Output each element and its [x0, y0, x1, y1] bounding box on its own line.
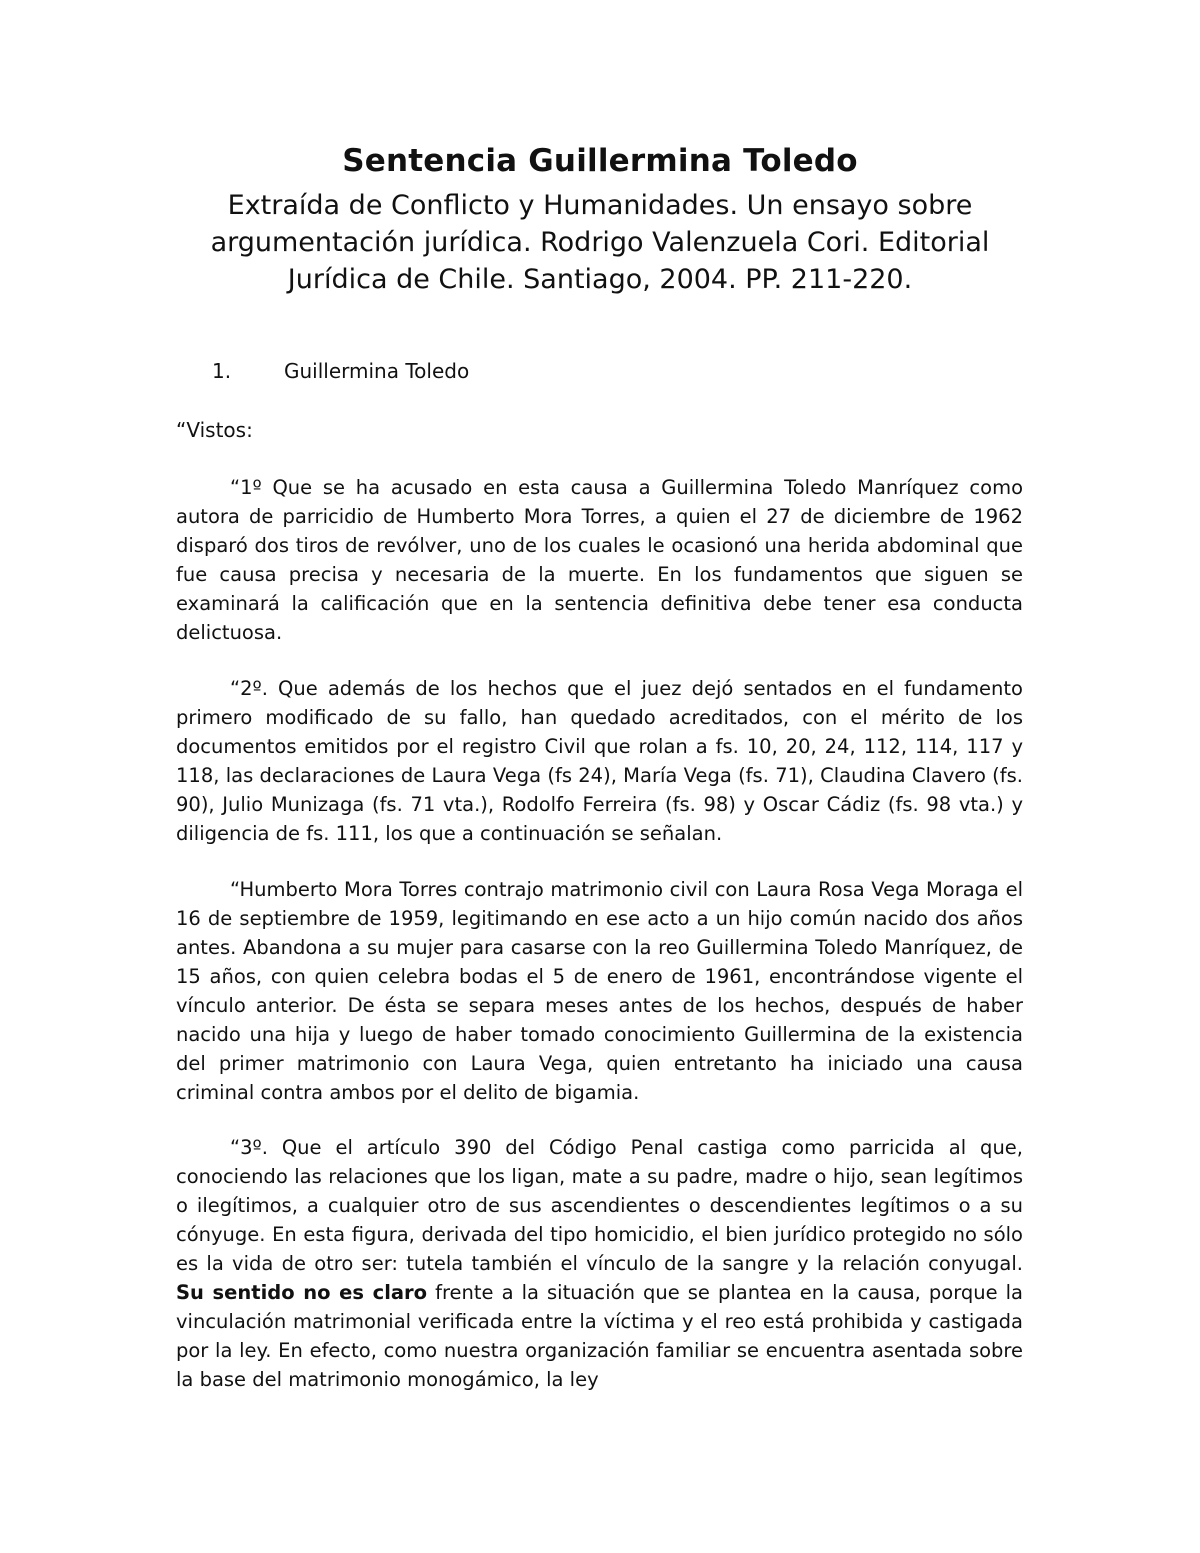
- vistos-heading: “Vistos:: [176, 418, 253, 442]
- paragraph-4-text: “3º. Que el artículo 390 del Código Penal castiga como parricida al que, conociendo las relaciones que los ligan, mate a su padre, madre o hijo, sean legítimos o ilegítimos, a cualquier otro de sus ascendientes o descendientes legítimos o a su cónyuge. En esta figura, derivada del tipo homicidio, el bien jurídico protegido no sólo es la vida de otro ser: tutela también el vínculo de la sangre y la relación conyugal.: [176, 1136, 1023, 1275]
- subtitle-line: Extraída de Conflicto y Humanidades. Un ensayo sobre: [227, 190, 973, 221]
- document-subtitle: [160, 187, 1040, 298]
- paragraph-4-text-continued: frente a la situación que se plantea en la causa, porque la vinculación matrimonial verificada entre la víctima y el reo está prohibida y castigada por la ley. En efecto, como nuestra organización familiar se encuentra asentada sobre la base del matrimonio monogámico, la ley: [176, 1281, 1024, 1391]
- paragraph-4-bold-text: Su sentido no es claro: [176, 1281, 428, 1304]
- section-number: 1.: [212, 359, 232, 383]
- paragraph-2: “2º. Que además de los hechos que el juez dejó sentados en el fundamento primero modificado de su fallo, han quedado acreditados, con el mérito de los documentos emitidos por el registro Civil que rolan a fs. 10, 20, 24, 112, 114, 117 y 118, las declaraciones de Laura Vega (fs 24), María Vega (fs. 71), Claudina Clavero (fs. 90), Julio Munizaga (fs. 71 vta.), Rodolfo Ferreira (fs. 98) y Oscar Cádiz (fs. 98 vta.) y diligencia de fs. 111, los que a continuación se señalan.: [176, 677, 1023, 845]
- paragraph-3: “Humberto Mora Torres contrajo matrimonio civil con Laura Rosa Vega Moraga el 16 de septiembre de 1959, legitimando en ese acto a un hijo común nacido dos años antes. Abandona a su mujer para casarse con la reo Guillermina Toledo Manríquez, de 15 años, con quien celebra bodas el 5 de enero de 1961, encontrándose vigente el vínculo anterior. De ésta se separa meses antes de los hechos, después de haber nacido una hija y luego de haber tomado conocimiento Guillermina de la existencia del primer matrimonio con Laura Vega, quien entretanto ha iniciado una causa criminal contra ambos por el delito de bigamia.: [176, 878, 1023, 1104]
- section-label: Guillermina Toledo: [284, 359, 470, 383]
- document-title: Sentencia Guillermina Toledo: [342, 143, 858, 179]
- subtitle-line: argumentación jurídica. Rodrigo Valenzuela Cori. Editorial: [210, 227, 990, 258]
- subtitle-line: Jurídica de Chile. Santiago, 2004. PP. 211-220.: [287, 264, 913, 295]
- paragraph-4: [176, 1133, 1023, 1394]
- paragraph-1: “1º Que se ha acusado en esta causa a Guillermina Toledo Manríquez como autora de parricidio de Humberto Mora Torres, a quien el 27 de diciembre de 1962 disparó dos tiros de revólver, uno de los cuales le ocasionó una herida abdominal que fue causa precisa y necesaria de la muerte. En los fundamentos que siguen se examinará la calificación que en la sentencia definitiva debe tener esa conducta delictuosa.: [176, 476, 1023, 644]
